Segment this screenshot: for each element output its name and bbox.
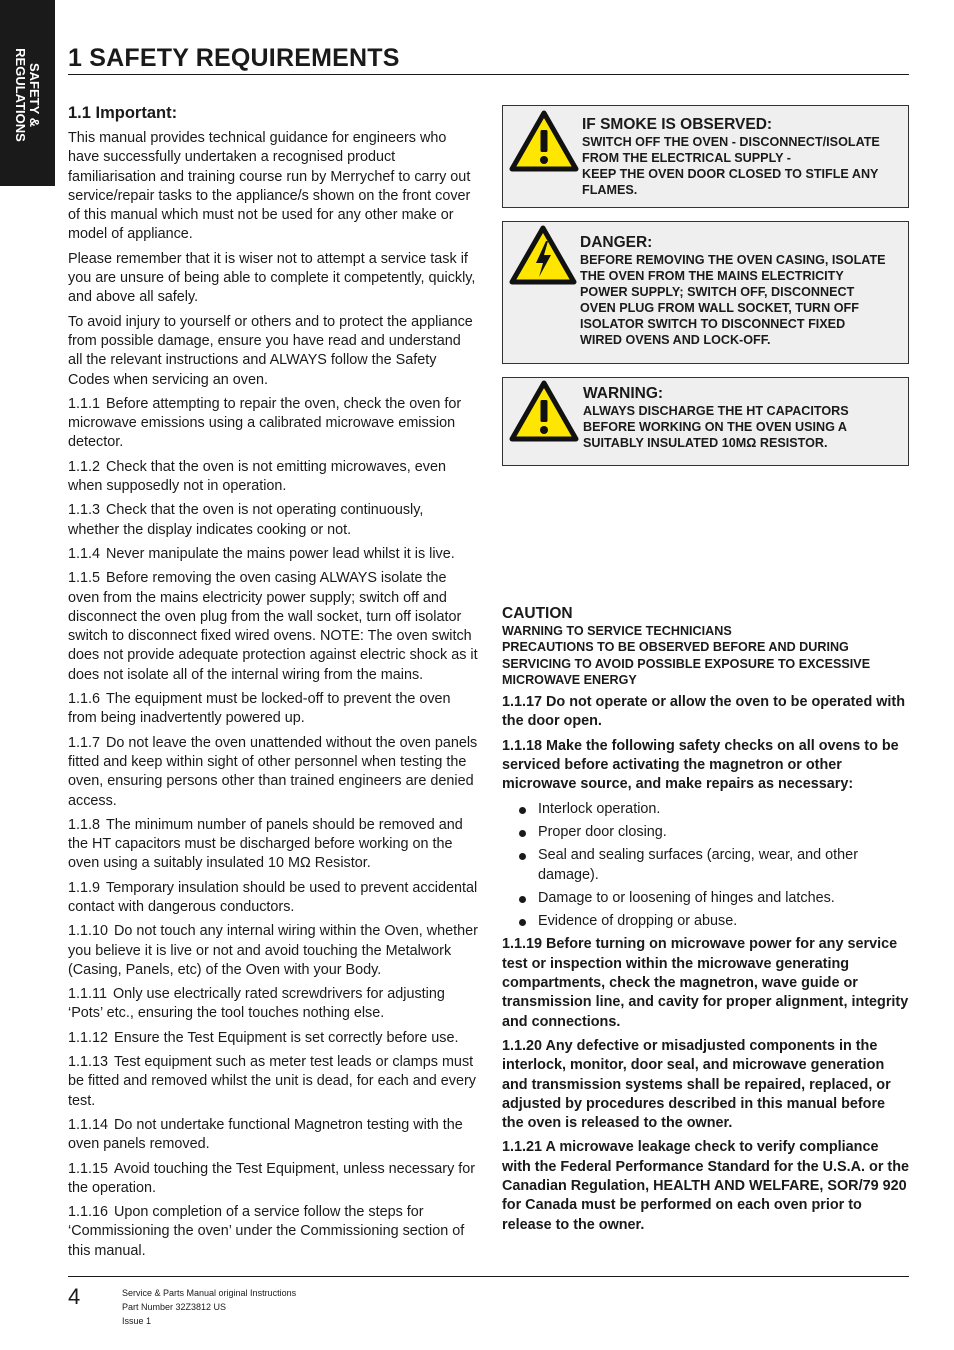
danger-warning-line: POWER SUPPLY; SWITCH OFF, DISCONNECT (580, 285, 855, 299)
list-item-text: Damage to or loosening of hinges and latches. (538, 889, 835, 906)
item-1-1-20: 1.1.20 Any defective or misadjusted components in the interlock, monitor, door seal, and microwave generation and transmission systems shall be repaired, replaced, or adjusted by procedures described in this manual before the oven is released to the owner. (502, 1037, 891, 1132)
danger-warning-line: BEFORE REMOVING THE OVEN CASING, ISOLATE (580, 253, 886, 267)
smoke-warning-box (502, 105, 909, 208)
list-item-text: Proper door closing. (538, 823, 667, 840)
item-number: 1.1.11 (68, 986, 107, 1003)
item-text: Avoid touching the Test Equipment, unless necessary for the operation. (68, 1160, 476, 1196)
page-title: 1 SAFETY REQUIREMENTS (68, 44, 400, 72)
item-number: 1.1.2 (68, 458, 101, 475)
exclamation-triangle-icon (509, 110, 579, 177)
numbered-item (68, 690, 478, 729)
item-text: Temporary insulation should be used to prevent accidental contact with dangerous conductors. (68, 879, 478, 915)
list-item (502, 846, 909, 885)
item-text: Test equipment such as meter test leads or clamps must be fitted and removed whilst the unit is dead, for each and every test. (68, 1054, 476, 1109)
side-tab-line-1: SAFETY & (27, 62, 42, 128)
item-text: Before removing the oven casing ALWAYS isolate the oven from the mains electricity power supply; switch off and disconnect the oven plug from the wall socket, turn off isolator switch to disconnect fixed wired ovens. NOTE: The oven switch does not provide adequate protection against electric shock as it does not isolate all of the internal wiring from the mains. (68, 570, 478, 683)
bullet-icon (519, 830, 526, 837)
caution-line: PRECAUTIONS TO BE OBSERVED BEFORE AND DURING SERVICING TO AVOID POSSIBLE EXPOSURE TO EXCESSIVE MICROWAVE ENERGY (502, 640, 871, 687)
danger-warning-line: THE OVEN FROM THE MAINS ELECTRICITY (580, 269, 844, 283)
numbered-item (68, 545, 478, 564)
numbered-item (68, 922, 478, 980)
numbered-item (68, 395, 478, 453)
item-number: 1.1.13 (68, 1054, 109, 1071)
list-item-text: Interlock operation. (538, 800, 661, 817)
item-text: Only use electrically rated screwdrivers for adjusting ‘Pots’ etc., ensuring the tool touches nothing else. (68, 986, 445, 1022)
item-1-1-21: 1.1.21 A microwave leakage check to verify compliance with the Federal Performance Standard for the U.S.A. or the Canadian Regulation, HEALTH AND WELFARE, SOR/79 920 for Canada must be performed on each oven prior to release to the owner. (502, 1139, 910, 1233)
item-1-1-18: 1.1.18 Make the following safety checks on all ovens to be serviced before activating the magnetron or other microwave source, and make repairs as necessary: (502, 737, 899, 793)
intro-paragraph: To avoid injury to yourself or others and to protect the appliance from possible damage, ensure you have read and understand all the relevant instructions and ALWAYS follow the Safety Codes when servicing an oven. (68, 313, 473, 388)
footer-info (122, 1286, 296, 1328)
numbered-item (68, 1116, 478, 1155)
item-text: Upon completion of a service follow the steps for ‘Commissioning the oven’ under the Commissioning section of this manual. (68, 1204, 465, 1259)
item-text: Check that the oven is not emitting microwaves, even when supposedly not in operation. (68, 458, 446, 495)
numbered-item (68, 1053, 478, 1111)
item-text: Do not touch any internal wiring within the Oven, whether you believe it is live or not and avoid touching the Metalwork (Casing, Panels, etc) of the Oven with your Body. (68, 923, 478, 978)
item-text: The equipment must be locked-off to prevent the oven from being inadvertently powered up. (68, 691, 451, 727)
numbered-item (68, 734, 478, 811)
bullet-icon (519, 853, 526, 860)
item-number: 1.1.6 (68, 691, 101, 708)
caution-line: WARNING TO SERVICE TECHNICIANS (502, 624, 732, 638)
capacitor-warning-line: SUITABLY INSULATED 10MΩ RESISTOR. (583, 436, 828, 450)
capacitor-warning-line: BEFORE WORKING ON THE OVEN USING A (583, 420, 848, 434)
danger-warning-title: DANGER: (580, 234, 653, 251)
item-text: Ensure the Test Equipment is set correctly before use. (114, 1029, 459, 1046)
danger-warning-line: OVEN PLUG FROM WALL SOCKET, TURN OFF (580, 301, 859, 315)
smoke-warning-title: IF SMOKE IS OBSERVED: (582, 116, 773, 133)
caution-title: CAUTION (502, 605, 573, 622)
list-item (502, 800, 909, 819)
danger-warning-line: WIRED OVENS AND LOCK-OFF. (580, 333, 771, 347)
footer-manual-title: Service & Parts Manual original Instructions (122, 1288, 297, 1298)
item-1-1-19: 1.1.19 Before turning on microwave power for any service test or inspection within the microwave generating compartments, check the magnetron, wave guide or transmission line, and cavity for proper alignment, integrity and connections. (502, 936, 909, 1030)
item-number: 1.1.10 (68, 923, 109, 940)
list-item (502, 823, 909, 842)
safety-check-list (502, 800, 909, 932)
item-text: Do not undertake functional Magnetron testing with the oven panels removed. (68, 1116, 463, 1153)
capacitor-warning-title: WARNING: (583, 385, 664, 402)
item-number: 1.1.5 (68, 570, 101, 587)
intro-paragraph: This manual provides technical guidance for engineers who have successfully undertaken a recognised product familiarisation and training course run by Merrychef to carry out service/repair tasks to the appliance/s shown on the front cover of this manual which must not be used for any other make or model of appliance. (68, 130, 471, 243)
item-text: Check that the oven is not operating continuously, whether the display indicates cooking or not. (68, 502, 424, 538)
footer-divider (68, 1276, 909, 1277)
item-number: 1.1.7 (68, 734, 101, 751)
smoke-warning-line: KEEP THE OVEN DOOR CLOSED TO STIFLE ANY (582, 167, 879, 181)
caution-subheading (502, 623, 909, 688)
item-number: 1.1.8 (68, 816, 101, 833)
item-number: 1.1.4 (68, 545, 101, 562)
high-voltage-triangle-icon (509, 225, 577, 290)
numbered-item (68, 1203, 478, 1261)
bullet-icon (519, 807, 526, 814)
list-item-text: Seal and sealing surfaces (arcing, wear, and other damage). (538, 847, 858, 883)
item-number: 1.1.15 (68, 1160, 109, 1177)
numbered-item (68, 569, 478, 685)
item-number: 1.1.1 (68, 395, 101, 412)
item-text: Never manipulate the mains power lead whilst it is live. (106, 545, 455, 562)
item-number: 1.1.16 (68, 1204, 109, 1221)
item-text: Before attempting to repair the oven, check the oven for microwave emissions using a calibrated microwave emission detector. (68, 395, 462, 451)
side-tab-label (13, 48, 41, 142)
danger-warning-line: ISOLATOR SWITCH TO DISCONNECT FIXED (580, 317, 846, 331)
list-item (502, 912, 909, 931)
item-text: The minimum number of panels should be removed and the HT capacitors must be discharged before working on the oven using a suitably insulated 10 MΩ Resistor. (68, 816, 463, 872)
smoke-warning-line: SWITCH OFF THE OVEN - DISCONNECT/ISOLATE (582, 135, 880, 149)
bullet-icon (519, 896, 526, 903)
section-heading: 1.1 Important: (68, 104, 178, 122)
smoke-warning-text (582, 116, 902, 198)
page-number: 4 (68, 1284, 81, 1309)
numbered-item (68, 879, 478, 918)
capacitor-warning-text (583, 385, 902, 451)
footer-part-number: Part Number 32Z3812 US (122, 1302, 227, 1312)
numbered-item (68, 458, 478, 497)
left-column (68, 103, 478, 1266)
caution-section (502, 605, 909, 1240)
item-1-1-17: 1.1.17 Do not operate or allow the oven to be operated with the door open. (502, 694, 906, 730)
item-text: Do not leave the oven unattended without the oven panels fitted and keep within sight of other personnel when testing the oven, ensuring persons other than trained engineers are denied access. (68, 734, 478, 809)
smoke-warning-line: FLAMES. (582, 183, 638, 197)
item-number: 1.1.9 (68, 879, 101, 896)
numbered-item (68, 816, 478, 874)
list-item-text: Evidence of dropping or abuse. (538, 913, 738, 930)
numbered-item (68, 985, 478, 1024)
capacitor-warning-line: ALWAYS DISCHARGE THE HT CAPACITORS (583, 404, 849, 418)
item-number: 1.1.14 (68, 1116, 109, 1133)
list-item (502, 889, 909, 908)
footer-issue: Issue 1 (122, 1316, 152, 1326)
section-side-tab (0, 0, 55, 186)
smoke-warning-line: FROM THE ELECTRICAL SUPPLY - (582, 151, 791, 165)
item-number: 1.1.12 (68, 1029, 109, 1046)
capacitor-warning-box (502, 377, 909, 466)
title-divider (68, 74, 909, 75)
numbered-item (68, 501, 478, 540)
numbered-item (68, 1029, 478, 1048)
danger-warning-box (502, 221, 909, 364)
intro-paragraph: Please remember that it is wiser not to attempt a service task if you are unsure of being able to complete it competently, quickly, and above all safely. (68, 250, 476, 306)
numbered-item (68, 1160, 478, 1199)
exclamation-triangle-icon (509, 380, 579, 447)
item-number: 1.1.3 (68, 502, 101, 519)
side-tab-line-2: REGULATIONS (13, 48, 28, 142)
danger-warning-text (580, 234, 902, 348)
bullet-icon (519, 919, 526, 926)
